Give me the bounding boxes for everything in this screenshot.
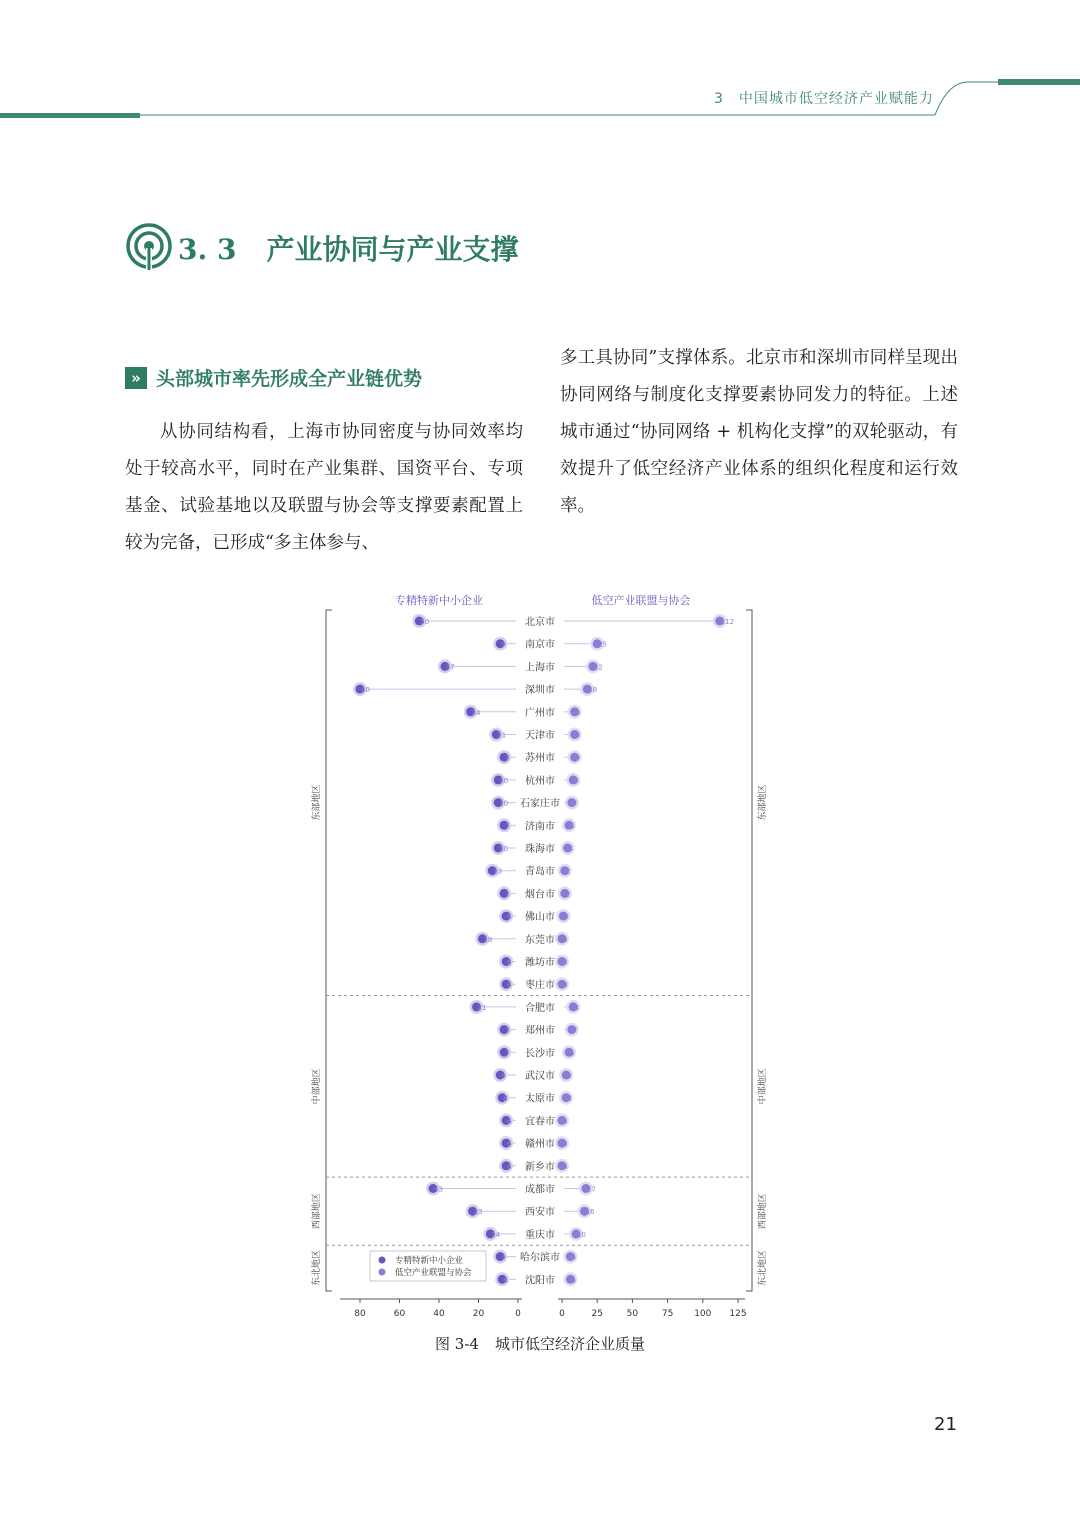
left-data-label: 10 bbox=[499, 776, 509, 785]
city-label: 潍坊市 bbox=[525, 957, 555, 969]
city-label: 赣州市 bbox=[525, 1139, 555, 1151]
right-data-label: 8 bbox=[574, 776, 579, 785]
section-title: 产业协同与产业支撑 bbox=[266, 233, 519, 266]
section-number: 3. 3 bbox=[178, 233, 237, 266]
right-frame-bracket bbox=[746, 610, 752, 1291]
double-chevron-right-icon: » bbox=[125, 367, 147, 389]
left-x-tick-label: 80 bbox=[354, 1309, 366, 1319]
city-label: 杭州市 bbox=[525, 775, 555, 787]
figure-caption bbox=[0, 1333, 1080, 1354]
legend-label-right: 低空产业联盟与协会 bbox=[395, 1268, 472, 1278]
right-data-label: 8 bbox=[574, 1003, 579, 1012]
city-label: 北京市 bbox=[525, 617, 555, 628]
right-data-label: 3 bbox=[567, 1094, 572, 1103]
left-data-label: 23 bbox=[473, 1208, 483, 1217]
left-x-tick-label: 40 bbox=[433, 1309, 445, 1319]
left-data-label: 13 bbox=[493, 867, 503, 876]
section-signal-icon bbox=[125, 222, 175, 272]
right-data-label: 0 bbox=[563, 1162, 568, 1171]
right-x-tick-label: 100 bbox=[694, 1309, 712, 1319]
legend-label-left: 专精特新中小企业 bbox=[395, 1256, 464, 1266]
right-panel-title: 低空产业联盟与协会 bbox=[591, 594, 691, 607]
right-data-label: 2 bbox=[565, 890, 571, 899]
region-label-right: 东北地区 bbox=[758, 1249, 768, 1286]
city-label: 太原市 bbox=[525, 1093, 555, 1105]
right-data-label: 9 bbox=[575, 708, 581, 717]
right-data-label: 18 bbox=[588, 686, 598, 695]
right-data-label: 0 bbox=[563, 958, 568, 967]
left-data-label: 43 bbox=[434, 1185, 443, 1194]
right-data-label: 6 bbox=[571, 1276, 576, 1285]
city-label: 武汉市 bbox=[525, 1071, 555, 1082]
city-label: 济南市 bbox=[525, 821, 555, 833]
left-data-label: 9 bbox=[501, 640, 506, 649]
left-data-label: 9 bbox=[501, 1072, 506, 1080]
right-x-tick-label: 50 bbox=[626, 1309, 639, 1319]
city-label: 西安市 bbox=[525, 1207, 555, 1219]
right-data-label: 7 bbox=[572, 1026, 578, 1035]
left-data-label: 6 bbox=[507, 913, 512, 922]
city-label: 珠海市 bbox=[525, 844, 555, 855]
right-data-label: 0 bbox=[563, 935, 568, 944]
legend-marker-right bbox=[379, 1269, 386, 1276]
right-data-label: 25 bbox=[598, 640, 608, 649]
city-label: 郑州市 bbox=[525, 1025, 555, 1037]
right-data-label: 22 bbox=[593, 663, 603, 672]
city-label: 重庆市 bbox=[525, 1229, 555, 1241]
legend-marker-left bbox=[379, 1257, 386, 1264]
city-label: 成都市 bbox=[525, 1184, 555, 1196]
left-data-label: 21 bbox=[477, 1003, 487, 1012]
city-label: 苏州市 bbox=[525, 753, 555, 765]
region-label-right: 东部地区 bbox=[758, 784, 768, 821]
left-data-label: 7 bbox=[505, 1049, 510, 1058]
left-data-label: 18 bbox=[483, 935, 493, 944]
left-data-label: 11 bbox=[497, 731, 507, 740]
right-data-label: 4 bbox=[568, 845, 574, 853]
dumbbell-chart bbox=[0, 580, 1080, 1325]
left-frame-bracket bbox=[326, 610, 332, 1291]
city-label: 新乡市 bbox=[525, 1161, 555, 1173]
left-data-label: 37 bbox=[445, 663, 455, 672]
right-x-tick-label: 75 bbox=[661, 1309, 674, 1319]
city-label: 南京市 bbox=[525, 639, 555, 651]
city-label: 上海市 bbox=[525, 662, 555, 674]
right-data-label: 0 bbox=[563, 1117, 568, 1126]
left-data-label: 6 bbox=[507, 1117, 512, 1126]
region-label-left: 中部地区 bbox=[312, 1068, 322, 1105]
left-data-label: 6 bbox=[507, 981, 512, 990]
section-heading bbox=[178, 228, 518, 268]
city-label: 宜春市 bbox=[525, 1116, 555, 1128]
running-header: 3 中国城市低空经济产业赋能力 bbox=[714, 91, 934, 107]
body-paragraph-right: 多工具协同”支撑体系。北京市和深圳市同样呈现出协同网络与制度化支撑要素协同发力的特征。上述城市通过“协同网络 + 机构化支撑”的双轮驱动，有效提升了低空经济产业体系的组织化程度和运行效率。 bbox=[560, 348, 958, 516]
city-label: 广州市 bbox=[525, 707, 555, 719]
region-label-left: 西部地区 bbox=[312, 1193, 322, 1230]
right-data-label: 0 bbox=[563, 981, 568, 990]
left-data-label: 14 bbox=[491, 1230, 501, 1239]
left-data-label: 10 bbox=[499, 799, 509, 808]
right-data-label: 5 bbox=[570, 822, 575, 831]
left-data-label: 10 bbox=[499, 845, 509, 853]
region-label-left: 东北地区 bbox=[312, 1249, 322, 1286]
left-data-label: 7 bbox=[505, 890, 510, 899]
city-label: 烟台市 bbox=[525, 889, 555, 901]
right-data-label: 9 bbox=[575, 754, 581, 763]
page-number: 21 bbox=[934, 1414, 957, 1435]
city-label: 合肥市 bbox=[525, 1002, 555, 1014]
left-data-label: 7 bbox=[505, 754, 510, 763]
left-data-label: 7 bbox=[505, 822, 510, 831]
city-label: 深圳市 bbox=[525, 685, 555, 697]
left-data-label: 8 bbox=[503, 1276, 508, 1285]
right-data-label: 7 bbox=[572, 799, 578, 808]
right-data-label: 5 bbox=[570, 1049, 575, 1058]
body-paragraph-left: 从协同结构看，上海市协同密度与协同效率均处于较高水平，同时在产业集群、国资平台、专项基金、试验基地以及联盟与协会等支撑要素配置上较为完备，已形成“多主体参与、 bbox=[125, 422, 523, 553]
left-data-label: 6 bbox=[507, 958, 512, 967]
left-data-label: 6 bbox=[507, 1162, 512, 1171]
left-x-tick-label: 60 bbox=[393, 1309, 406, 1319]
city-label: 哈尔滨市 bbox=[520, 1252, 560, 1264]
left-data-label: 9 bbox=[501, 1253, 506, 1262]
region-label-right: 西部地区 bbox=[758, 1193, 768, 1230]
city-label: 长沙市 bbox=[525, 1048, 555, 1060]
subheading: 头部城市率先形成全产业链优势 bbox=[156, 368, 423, 390]
left-data-label: 80 bbox=[361, 686, 370, 695]
right-x-tick-label: 125 bbox=[729, 1309, 747, 1319]
right-data-label: 17 bbox=[586, 1185, 596, 1194]
right-data-label: 9 bbox=[575, 731, 581, 740]
right-data-label: 0 bbox=[563, 1140, 568, 1149]
left-data-label: 50 bbox=[420, 618, 430, 626]
right-data-label: 16 bbox=[585, 1208, 595, 1217]
city-label: 佛山市 bbox=[525, 912, 555, 924]
city-label: 石家庄市 bbox=[520, 798, 560, 810]
left-panel-title: 专精特新中小企业 bbox=[395, 594, 483, 607]
city-label: 青岛市 bbox=[525, 866, 555, 878]
left-data-label: 7 bbox=[505, 1026, 510, 1035]
left-data-label: 8 bbox=[503, 1094, 508, 1103]
region-label-left: 东部地区 bbox=[312, 784, 322, 821]
city-label: 枣庄市 bbox=[525, 980, 555, 992]
right-x-tick-label: 25 bbox=[591, 1309, 603, 1319]
right-data-label: 3 bbox=[567, 1072, 572, 1080]
right-data-label: 6 bbox=[571, 1253, 576, 1262]
region-label-right: 中部地区 bbox=[758, 1068, 768, 1105]
city-label: 东莞市 bbox=[525, 934, 555, 946]
left-data-label: 24 bbox=[471, 708, 481, 717]
right-x-tick-label: 0 bbox=[559, 1309, 565, 1319]
left-x-tick-label: 0 bbox=[515, 1309, 521, 1319]
right-data-label: 112 bbox=[720, 618, 735, 626]
right-data-label: 1 bbox=[564, 913, 569, 922]
right-data-label: 2 bbox=[565, 867, 571, 876]
left-x-tick-label: 20 bbox=[472, 1309, 485, 1319]
right-data-label: 10 bbox=[577, 1230, 587, 1239]
figure-title: 城市低空经济企业质量 bbox=[494, 1335, 645, 1353]
city-label: 天津市 bbox=[525, 730, 555, 742]
city-label: 沈阳市 bbox=[525, 1275, 555, 1287]
left-data-label: 6 bbox=[507, 1140, 512, 1149]
figure-number: 图 3-4 bbox=[435, 1335, 479, 1353]
